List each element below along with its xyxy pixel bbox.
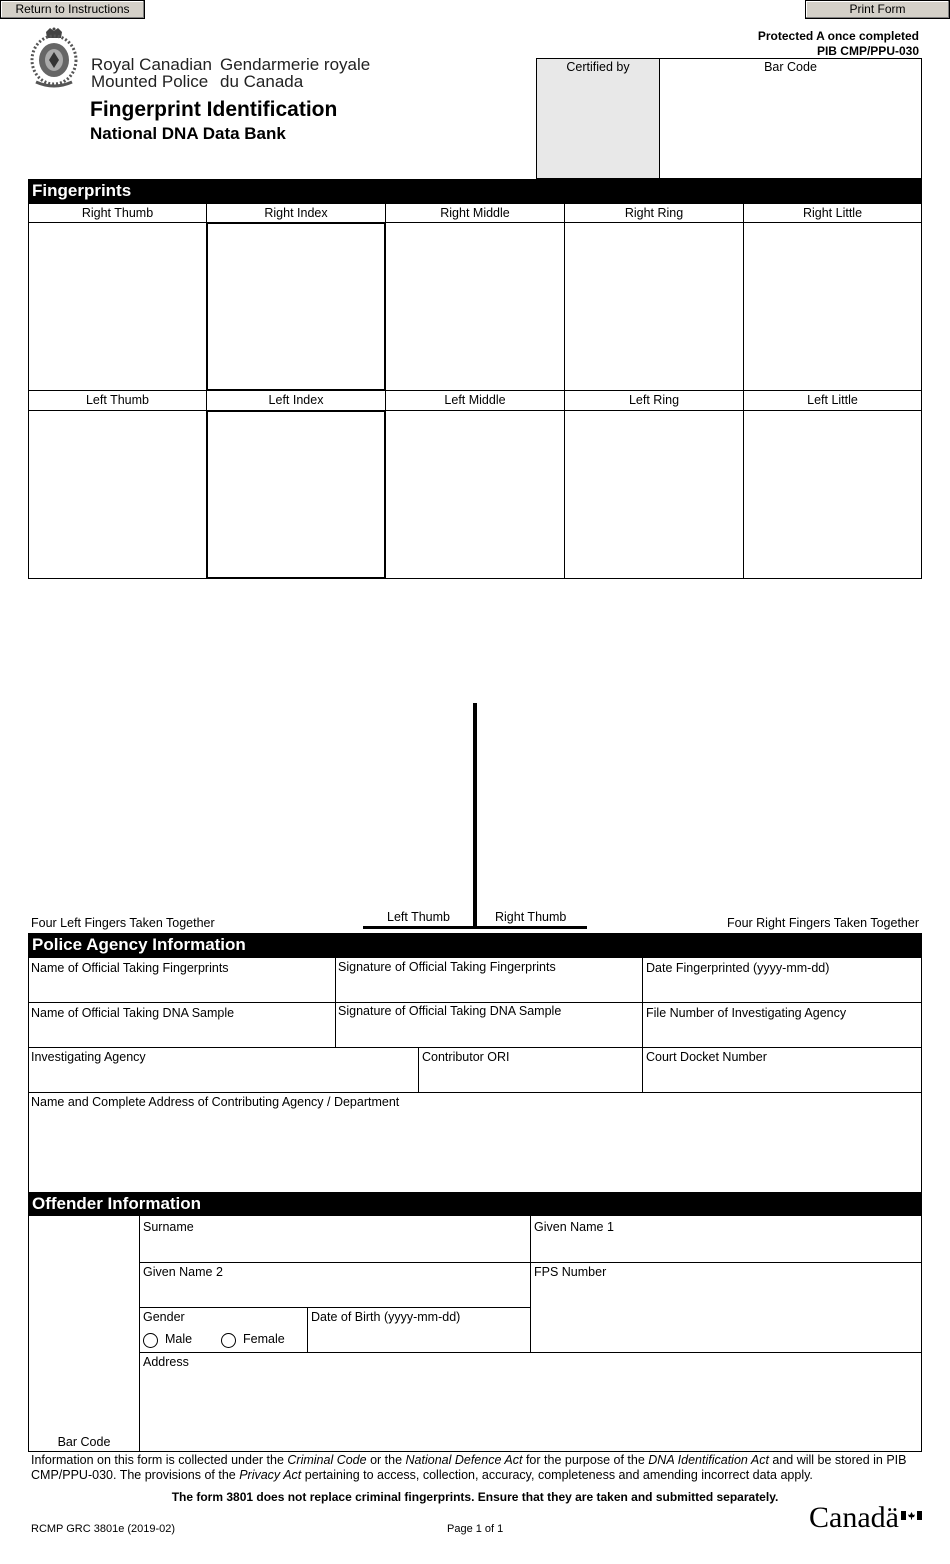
gender-female-radio[interactable] bbox=[221, 1333, 236, 1348]
right-little-label: Right Little bbox=[802, 206, 863, 220]
agency-name-en-1: Royal Canadian bbox=[91, 55, 212, 74]
given-name-2-label: Given Name 2 bbox=[143, 1265, 223, 1279]
left-index-label: Left Index bbox=[268, 393, 324, 407]
pib-code: PIB CMP/PPU-030 bbox=[816, 44, 919, 58]
privacy-notice-text-1: Information on this form is collected under the bbox=[31, 1453, 288, 1467]
offender-barcode-box bbox=[28, 1216, 140, 1452]
agency-name-fr-2: du Canada bbox=[220, 72, 304, 91]
left-ring-print-box[interactable] bbox=[564, 410, 744, 579]
date-fingerprinted-label: Date Fingerprinted (yyyy-mm-dd) bbox=[646, 961, 830, 975]
canada-flag-icon bbox=[901, 1509, 922, 1518]
name-official-dna-label: Name of Official Taking DNA Sample bbox=[31, 1006, 235, 1020]
agency-name-fr-1: Gendarmerie royale bbox=[220, 55, 371, 74]
offender-address-field[interactable] bbox=[139, 1352, 922, 1452]
right-thumb-label: Right Thumb bbox=[81, 206, 154, 220]
four-left-fingers-area[interactable] bbox=[28, 580, 474, 928]
privacy-notice-text-5: pertaining to access, collection, accuracy, completeness and amending incorrect data apply. bbox=[301, 1468, 813, 1482]
print-form-button[interactable]: Print Form bbox=[805, 0, 950, 19]
privacy-notice-text-4: and will be stored in PIB CMP/PPU-030. The provisions of the bbox=[31, 1453, 907, 1482]
plain-left-thumb-label: Left Thumb bbox=[387, 910, 451, 924]
surname-field[interactable] bbox=[139, 1216, 531, 1263]
plain-right-thumb-label: Right Thumb bbox=[495, 910, 567, 924]
return-to-instructions-button[interactable]: Return to Instructions bbox=[0, 0, 145, 19]
certified-by-label: Certified by bbox=[566, 60, 630, 74]
left-thumb-print-box[interactable] bbox=[28, 410, 207, 579]
right-little-print-box[interactable] bbox=[743, 222, 922, 391]
offender-barcode-label: Bar Code bbox=[57, 1435, 111, 1449]
privacy-notice-text-3: for the purpose of the bbox=[522, 1453, 649, 1467]
signature-official-dna-label: Signature of Official Taking DNA Sample bbox=[338, 1004, 562, 1018]
right-middle-print-box[interactable] bbox=[385, 222, 565, 391]
police-agency-section-header: Police Agency Information bbox=[28, 933, 922, 957]
page-subtitle: National DNA Data Bank bbox=[90, 124, 286, 143]
privacy-act-ref: Privacy Act bbox=[239, 1468, 302, 1482]
barcode-box bbox=[659, 58, 922, 179]
offender-address-label: Address bbox=[143, 1355, 189, 1369]
right-middle-label: Right Middle bbox=[440, 206, 510, 220]
four-left-fingers-label: Four Left Fingers Taken Together bbox=[31, 916, 215, 930]
four-right-fingers-label: Four Right Fingers Taken Together bbox=[726, 916, 919, 930]
given-name-1-label: Given Name 1 bbox=[534, 1220, 614, 1234]
left-middle-label: Left Middle bbox=[444, 393, 506, 407]
name-official-fingerprints-label: Name of Official Taking Fingerprints bbox=[31, 961, 229, 975]
gender-male-label: Male bbox=[165, 1332, 193, 1346]
fps-number-label: FPS Number bbox=[534, 1265, 607, 1279]
gender-female-label: Female bbox=[243, 1332, 285, 1346]
national-defence-act-ref: National Defence Act bbox=[405, 1453, 523, 1467]
thumb-divider-line bbox=[473, 703, 477, 929]
page-title: Fingerprint Identification bbox=[90, 98, 338, 121]
court-docket-label: Court Docket Number bbox=[646, 1050, 767, 1064]
surname-label: Surname bbox=[143, 1220, 194, 1234]
left-thumb-label: Left Thumb bbox=[85, 393, 149, 407]
page-number: Page 1 of 1 bbox=[447, 1523, 504, 1535]
agency-name-en-2: Mounted Police bbox=[91, 72, 209, 91]
right-index-label: Right Index bbox=[264, 206, 328, 220]
left-little-print-box[interactable] bbox=[743, 410, 922, 579]
privacy-notice bbox=[31, 1453, 911, 1483]
offender-section-header: Offender Information bbox=[28, 1192, 922, 1216]
criminal-fingerprints-notice: The form 3801 does not replace criminal fingerprints. Ensure that they are taken and submitted separately. bbox=[171, 1490, 779, 1504]
investigating-agency-label: Investigating Agency bbox=[31, 1050, 146, 1064]
gender-male-radio[interactable] bbox=[143, 1333, 158, 1348]
certified-by-box[interactable] bbox=[536, 58, 660, 179]
barcode-label: Bar Code bbox=[764, 60, 817, 74]
dna-act-ref: DNA Identification Act bbox=[648, 1453, 769, 1467]
protected-notice: Protected A once completed bbox=[757, 29, 919, 43]
file-number-label: File Number of Investigating Agency bbox=[646, 1006, 847, 1020]
contributor-ori-label: Contributor ORI bbox=[422, 1050, 510, 1064]
four-right-fingers-area[interactable] bbox=[476, 580, 922, 928]
criminal-code-ref: Criminal Code bbox=[287, 1453, 367, 1467]
form-identifier: RCMP GRC 3801e (2019-02) bbox=[31, 1523, 176, 1535]
right-ring-label: Right Ring bbox=[624, 206, 684, 220]
gender-label: Gender bbox=[143, 1310, 185, 1324]
left-little-label: Left Little bbox=[807, 393, 858, 407]
thumb-baseline bbox=[363, 926, 587, 929]
left-ring-label: Left Ring bbox=[628, 393, 680, 407]
privacy-notice-text-2: or the bbox=[366, 1453, 406, 1467]
signature-official-fingerprints-label: Signature of Official Taking Fingerprints bbox=[338, 960, 556, 974]
right-ring-print-box[interactable] bbox=[564, 222, 744, 391]
date-of-birth-label: Date of Birth (yyyy-mm-dd) bbox=[311, 1310, 461, 1324]
rcmp-crest-icon bbox=[28, 26, 80, 90]
contributing-agency-address-label: Name and Complete Address of Contributing Agency / Department bbox=[31, 1095, 400, 1109]
fingerprints-section-header: Fingerprints bbox=[28, 179, 922, 203]
right-index-print-box[interactable] bbox=[206, 222, 386, 391]
left-middle-print-box[interactable] bbox=[385, 410, 565, 579]
canada-wordmark: Canadä bbox=[809, 1501, 899, 1534]
right-thumb-print-box[interactable] bbox=[28, 222, 207, 391]
left-index-print-box[interactable] bbox=[206, 410, 386, 579]
